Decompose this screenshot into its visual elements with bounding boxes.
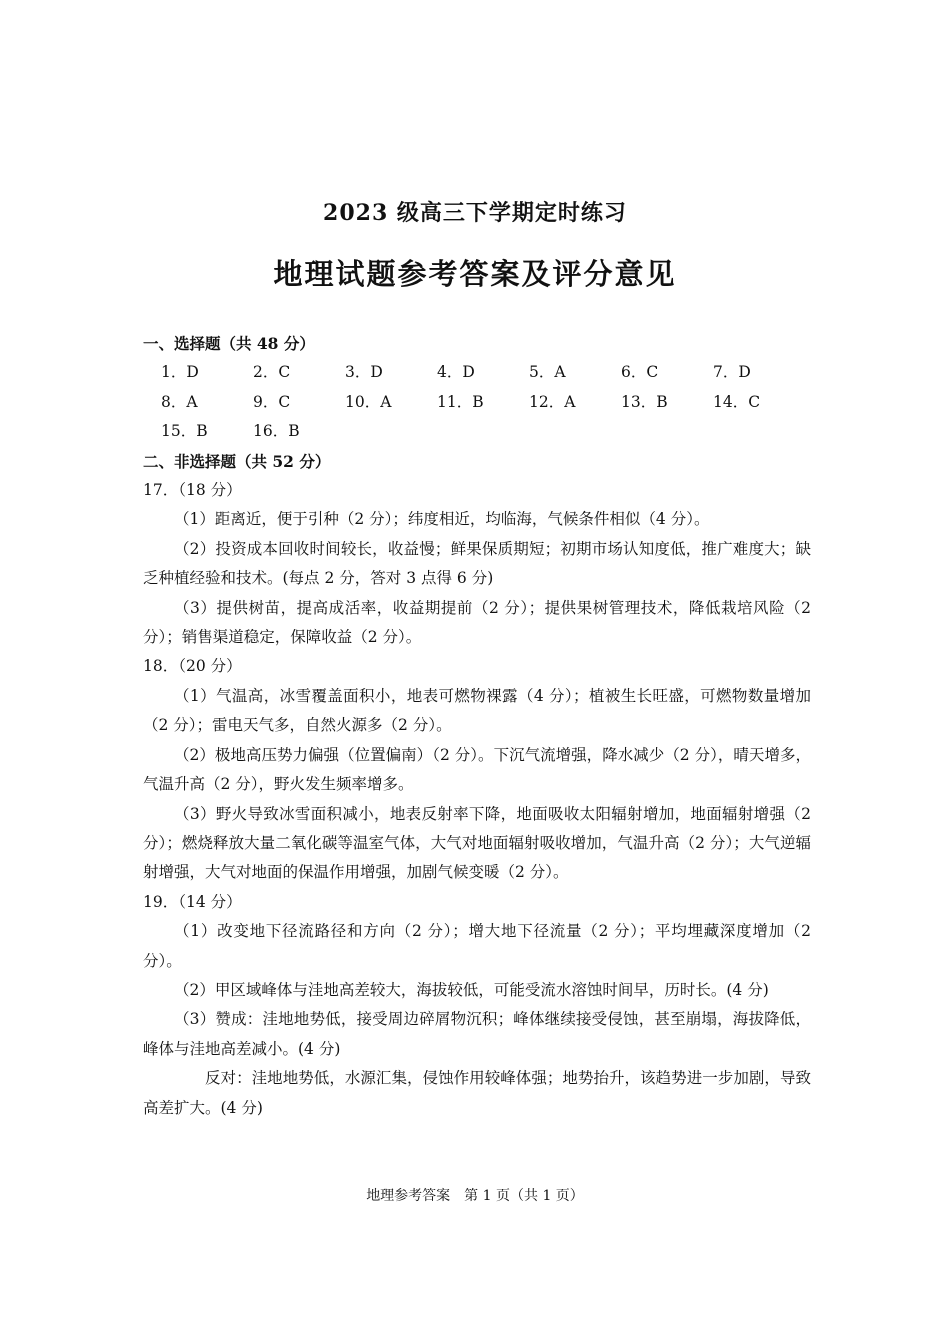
mc-answer-13: 13．B (621, 392, 668, 411)
q19-part3-oppose: 反对：洼地地势低，水源汇集，侵蚀作用较峰体强；地势抬升，该趋势进一步加剧，导致高差扩大。(4 分) (143, 1069, 811, 1117)
mc-answer-5: 5．A (529, 363, 566, 382)
mc-answer-14: 14．C (713, 392, 761, 411)
mc-answer-10: 10．A (345, 392, 392, 411)
mc-answer-8: 8．A (161, 392, 198, 411)
q17-label: 17．（18 分） (143, 481, 242, 500)
section1-heading: 一、选择题（共 48 分） (143, 334, 315, 353)
mc-answer-7: 7．D (713, 363, 751, 382)
section2-heading: 二、非选择题（共 52 分） (143, 451, 331, 471)
exam-title: 2023 级高三下学期定时练习 (323, 200, 627, 226)
answer-key-title: 地理试题参考答案及评分意见 (273, 257, 677, 291)
mc-answer-3: 3．D (345, 363, 383, 382)
mc-answer-12: 12．A (529, 392, 576, 411)
mc-answer-9: 9．C (253, 392, 291, 411)
answer-body (143, 329, 811, 1123)
mc-answer-6: 6．C (621, 363, 659, 382)
mc-answer-2: 2．C (253, 363, 291, 382)
q18-label: 18．（20 分） (143, 657, 242, 676)
q19-label: 19．（14 分） (143, 892, 242, 911)
q18-part2: （2）极地高压势力偏强（位置偏南）（2 分）。下沉气流增强，降水减少（2 分），晴天增多，气温升高（2 分），野火发生频率增多。 (143, 745, 811, 794)
mc-answer-11: 11．B (437, 392, 484, 411)
q19-part2: （2）甲区域峰体与洼地高差较大，海拔较低，可能受流水溶蚀时间早，历时长。(4 分) (174, 980, 769, 999)
q17-part2: （2）投资成本回收时间较长，收益慢；鲜果保质期短；初期市场认知度低，推广难度大；缺乏种植经验和技术。(每点 2 分，答对 3 点得 6 分) (143, 539, 811, 588)
q18-part3: （3）野火导致冰雪面积减小，地表反射率下降，地面吸收太阳辐射增加，地面辐射增强（2 分）；燃烧释放大量二氧化碳等温室气体，大气对地面辐射吸收增加，气温升高（2 分）；大气逆辐射增强，大气对地面的保温作用增强，加剧气候变暖（2 分）。 (143, 804, 811, 882)
q17-part3: （3）提供树苗，提高成活率，收益期提前（2 分）；提供果树管理技术，降低栽培风险（2 分）；销售渠道稳定，保障收益（2 分）。 (143, 598, 811, 647)
mc-row-1 (143, 358, 811, 387)
mc-answer-4: 4．D (437, 363, 475, 382)
mc-answer-1: 1．D (161, 363, 199, 382)
q17-part1: （1）距离近，便于引种（2 分）；纬度相近，均临海，气候条件相似（4 分）。 (174, 510, 710, 529)
mc-row-3 (143, 417, 811, 446)
mc-answer-15: 15．B (161, 422, 208, 441)
q19-part3: （3）赞成：洼地地势低，接受周边碎屑物沉积；峰体继续接受侵蚀，甚至崩塌，海拔降低，峰体与洼地高差减小。(4 分) (143, 1010, 811, 1058)
mc-row-2 (143, 388, 811, 417)
page-footer: 地理参考答案 第 1 页（共 1 页） (366, 1188, 584, 1204)
q18-part1: （1）气温高，冰雪覆盖面积小，地表可燃物裸露（4 分）；植被生长旺盛，可燃物数量增加（2 分）；雷电天气多，自然火源多（2 分）。 (143, 686, 811, 735)
q19-part1: （1）改变地下径流路径和方向（2 分）；增大地下径流量（2 分）；平均埋藏深度增加（2 分）。 (143, 922, 811, 970)
mc-answer-16: 16．B (253, 422, 300, 441)
